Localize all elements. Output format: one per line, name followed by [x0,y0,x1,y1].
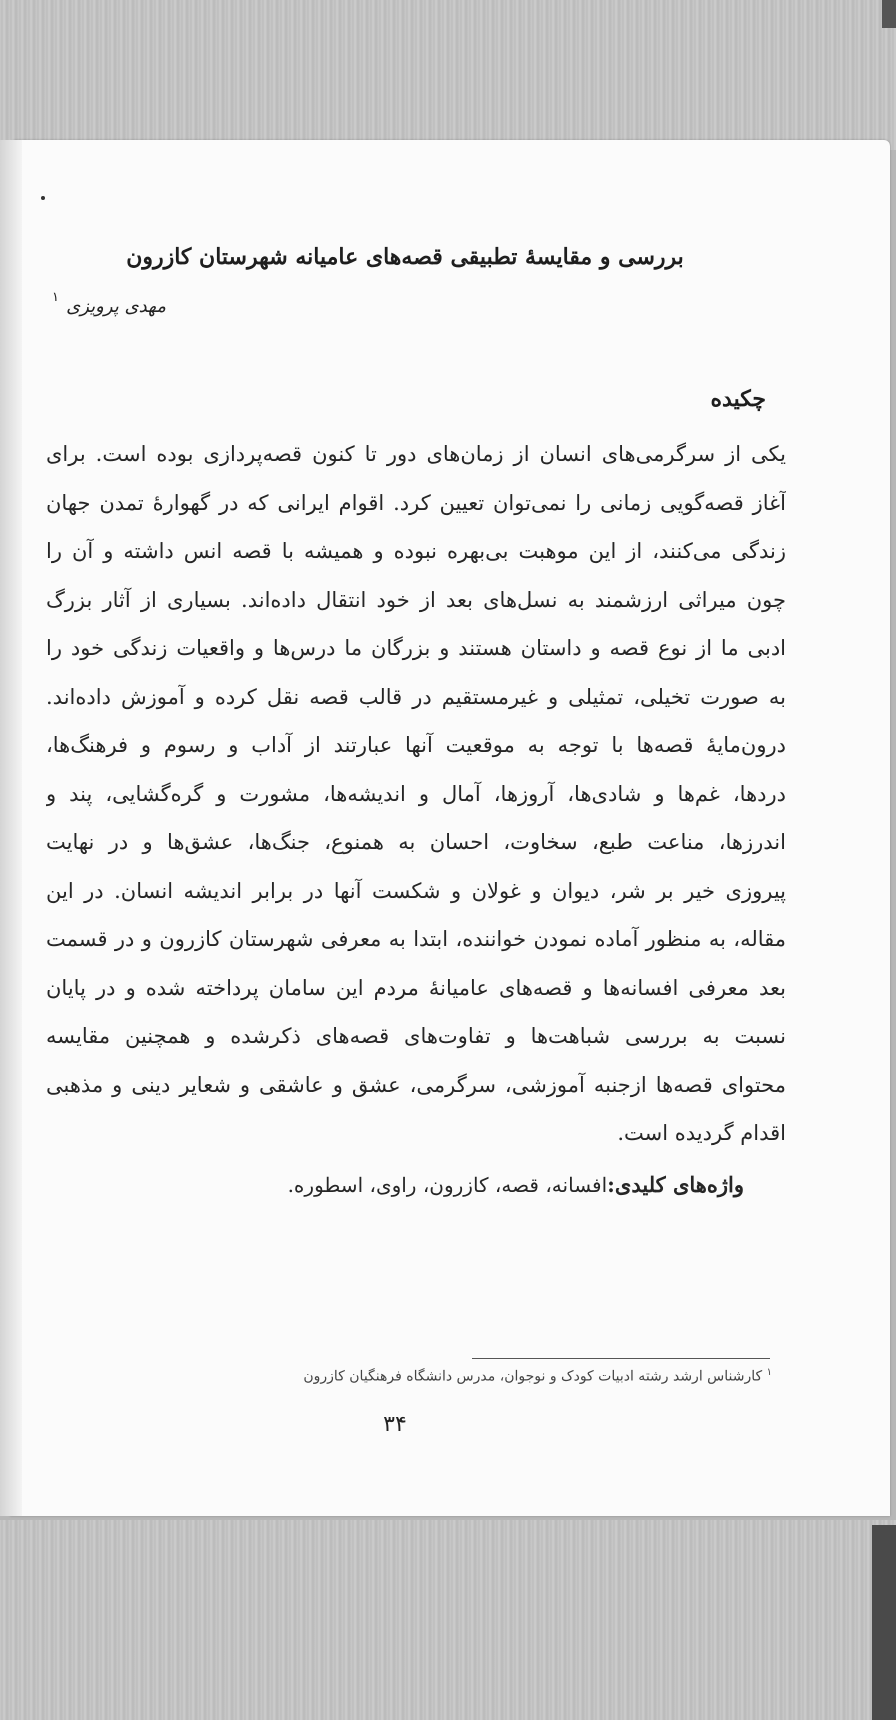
abstract-line: آغاز قصه‌گویی زمانی را نمی‌توان تعیین کرد. اقوام ایرانی که در گهوارهٔ تمدن جهان [46,490,786,515]
footnote-divider [472,1358,770,1359]
abstract-body [46,430,786,1158]
scan-dark-edge-bottom [872,1525,896,1720]
scan-background-top [0,0,896,150]
footnote [303,1367,772,1385]
scan-background-bottom [0,1520,896,1720]
abstract-line: پیروزی خیر بر شر، دیوان و غولان و شکست آنها در برابر اندیشه انسان. در این [46,878,786,903]
abstract-line: چون میراثی ارزشمند به نسل‌های بعد از خود انتقال داده‌اند. بسیاری از آثار بزرگ [46,587,786,612]
abstract-line: دردها، غم‌ها و شادی‌ها، آروزها، آمال و اندیشه‌ها، مشورت و گره‌گشایی، پند و [46,781,786,806]
page-number: ۳۴ [383,1412,407,1437]
abstract-line: مقاله، به منظور آماده نمودن خواننده، ابتدا به معرفی شهرستان کازرون و در قسمت [46,927,786,951]
scan-dark-edge-top [882,0,896,28]
footnote-mark: ۱ [766,1367,772,1378]
keywords-list: افسانه، قصه، کازرون، راوی، اسطوره. [287,1173,608,1197]
abstract-line: اندرزها، مناعت طبع، سخاوت، احسان به همنوع، جنگ‌ها، عشق‌ها و در نهایت [46,830,786,854]
page-binding-shadow [0,140,22,1516]
abstract-line: درون‌مایهٔ قصه‌ها با توجه به موقعیت آنها عبارتند از آداب و رسوم و فرهنگ‌ها، [46,733,786,757]
abstract-line: ادبی ما از نوع قصه و داستان هستند و بزرگان ما درس‌ها و واقعیات زندگی خود را [46,636,786,660]
footnote-text: کارشناس ارشد رشته ادبیات کودک و نوجوان، مدرس دانشگاه فرهنگیان کازرون [303,1368,763,1385]
abstract-line: اقدام گردیده است. [617,1121,786,1145]
abstract-line: محتوای قصه‌ها ازجنبه آموزشی، سرگرمی، عشق و عاشقی و شعایر دینی و مذهبی [46,1072,786,1097]
stray-dot [41,196,45,200]
abstract-heading: چکیده [710,386,766,412]
abstract-line: بعد معرفی افسانه‌ها و قصه‌های عامیانهٔ مردم این سامان پرداخته شده و در پایان [46,975,786,1000]
keywords [288,1172,744,1197]
abstract-line: به صورت تخیلی، تمثیلی و غیرمستقیم در قالب قصه نقل کرده و آموزش داده‌اند. [46,684,786,709]
abstract-line: نسبت به بررسی شباهت‌ها و تفاوت‌های قصه‌های ذکرشده و همچنین مقایسه [46,1024,786,1048]
keywords-label: واژه‌های کلیدی: [607,1172,744,1197]
abstract-line: زندگی می‌کنند، از این موهبت بی‌بهره نبوده و همیشه با قصه انس داشته و آن را [46,539,786,563]
author-footnote-mark: ۱ [52,290,59,305]
abstract-line: یکی از سرگرمی‌های انسان از زمان‌های دور تا کنون قصه‌پردازی بوده است. برای [46,442,786,466]
author-name: مهدی پرویزی [66,296,166,317]
article-title: بررسی و مقایسهٔ تطبیقی قصه‌های عامیانه شهرستان کازرون [126,244,684,270]
